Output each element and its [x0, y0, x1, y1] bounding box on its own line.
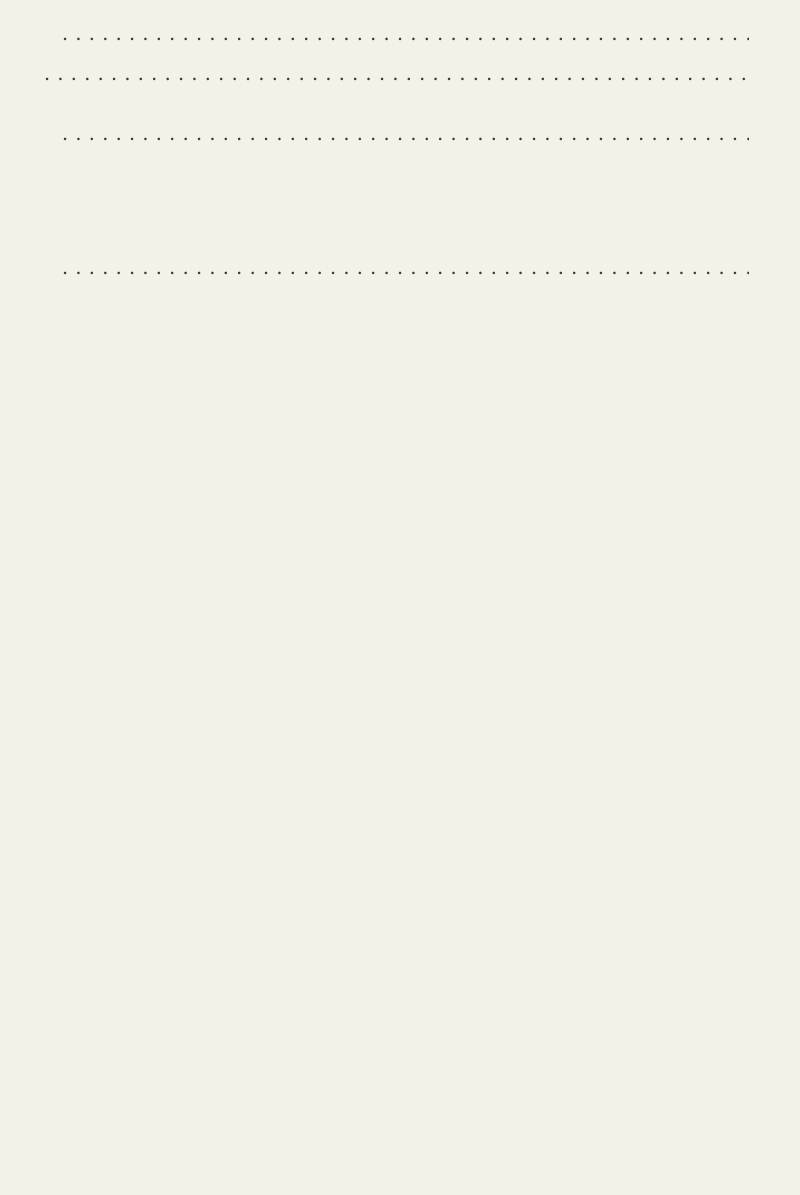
toc-entry-continuation [40, 258, 783, 278]
toc-entry-review-hegner [40, 104, 783, 124]
toc-entry-review-taliaferro [40, 64, 783, 84]
toc-entry-review-rogers [40, 4, 783, 24]
entry-author [40, 144, 783, 164]
toc-entry-continuation [40, 124, 783, 144]
entry-author [40, 84, 783, 104]
dot-leader [62, 24, 749, 44]
dot-leader [44, 64, 749, 84]
entry-author [40, 44, 783, 64]
dot-leader [62, 124, 749, 144]
table-of-contents [40, 4, 783, 278]
toc-entry-continuation [40, 24, 783, 44]
section-heading [40, 174, 783, 208]
dot-leader [62, 258, 749, 278]
section-subheading [40, 208, 783, 230]
toc-entry-steamship-classification [40, 238, 783, 258]
